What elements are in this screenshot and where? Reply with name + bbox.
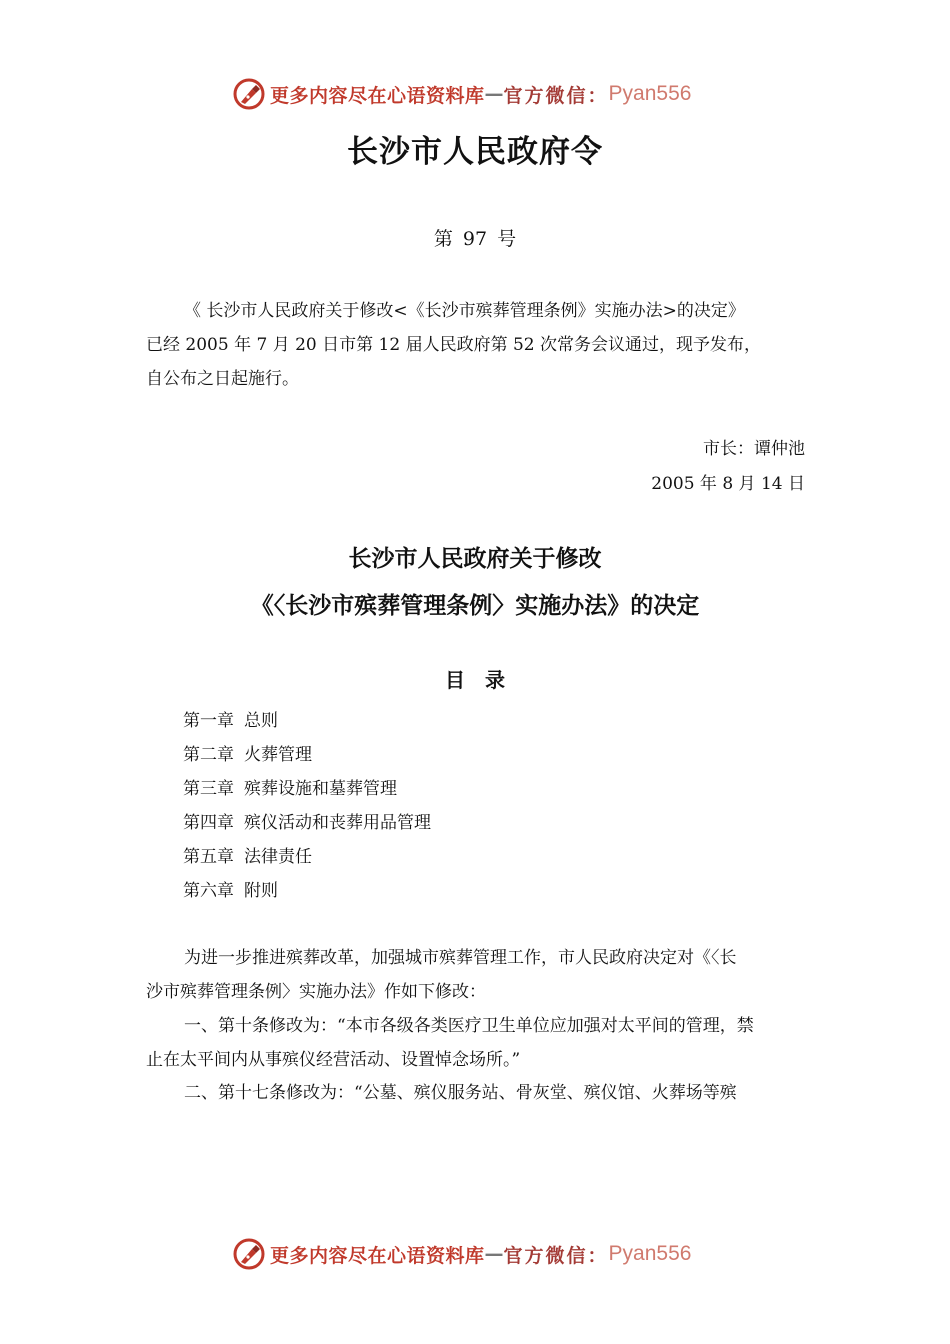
watermark-separator: —	[484, 1243, 504, 1265]
toc-heading: 目录	[445, 668, 525, 692]
toc-item	[183, 738, 431, 772]
intro-line: 已经 2005 年 7 月 20 日市第 12 届人民政府第 52 次常务会议通过，现予发布，	[146, 335, 762, 355]
toc-item	[183, 772, 431, 806]
watermark-banner-top	[232, 76, 691, 112]
amendment-2-paragraph	[146, 1076, 806, 1110]
toc-item	[183, 874, 431, 908]
watermark-label: 官方微信：	[503, 84, 609, 107]
toc-chapter-title: 法律责任	[244, 847, 312, 867]
intro-line: 《 长沙市人民政府关于修改<《长沙市殡葬管理条例》实施办法>的决定》	[184, 301, 745, 321]
decision-title-line1: 长沙市人民政府关于修改	[348, 546, 602, 572]
body-line: 二、第十七条修改为：“公墓、殡仪服务站、骨灰堂、殡仪馆、火葬场等殡	[184, 1083, 737, 1103]
watermark-text: 更多内容尽在心语资料库	[270, 1244, 485, 1267]
watermark-separator: —	[484, 83, 504, 105]
toc-item	[183, 704, 431, 738]
amendment-1-paragraph	[146, 1009, 806, 1077]
toc-chapter-title: 殡葬设施和墓葬管理	[244, 779, 397, 799]
order-number: 第 97 号	[433, 228, 517, 250]
page-title: 长沙市人民政府令	[347, 134, 603, 170]
issue-date: 2005 年 8 月 14 日	[651, 474, 805, 494]
body-line: 一、第十条修改为：“本市各级各类医疗卫生单位应加强对太平间的管理，禁	[184, 1016, 754, 1036]
preamble-paragraph	[146, 941, 806, 1009]
toc-chapter: 第一章	[183, 711, 234, 731]
intro-line: 自公布之日起施行。	[146, 369, 299, 389]
toc-chapter: 第四章	[183, 813, 234, 833]
mayor-signature: 市长：谭仲池	[703, 439, 805, 459]
watermark-id: Pyan556	[608, 1242, 692, 1265]
toc-chapter: 第五章	[183, 847, 234, 867]
toc-item	[183, 840, 431, 874]
pen-nib-logo-icon	[232, 1237, 266, 1271]
toc-chapter-title: 殡仪活动和丧葬用品管理	[244, 813, 431, 833]
watermark-banner-bottom	[232, 1236, 691, 1272]
toc-item	[183, 806, 431, 840]
toc-chapter: 第三章	[183, 779, 234, 799]
watermark-text: 更多内容尽在心语资料库	[270, 84, 485, 107]
toc-chapter-title: 火葬管理	[244, 745, 312, 765]
toc-chapter: 第二章	[183, 745, 234, 765]
watermark-label: 官方微信：	[503, 1244, 609, 1267]
toc-chapter-title: 附则	[244, 881, 278, 901]
decision-title-line2: 《〈长沙市殡葬管理条例〉实施办法》的决定	[250, 593, 700, 619]
pen-nib-logo-icon	[232, 77, 266, 111]
toc-chapter-title: 总则	[244, 711, 278, 731]
body-line: 为进一步推进殡葬改革，加强城市殡葬管理工作，市人民政府决定对《〈长	[184, 948, 737, 968]
watermark-id: Pyan556	[608, 82, 692, 105]
toc-chapter: 第六章	[183, 881, 234, 901]
intro-paragraph	[146, 294, 806, 396]
body-line: 止在太平间内从事殡仪经营活动、设置悼念场所。”	[146, 1050, 521, 1070]
table-of-contents	[183, 704, 431, 908]
body-line: 沙市殡葬管理条例〉实施办法》作如下修改：	[146, 982, 486, 1002]
